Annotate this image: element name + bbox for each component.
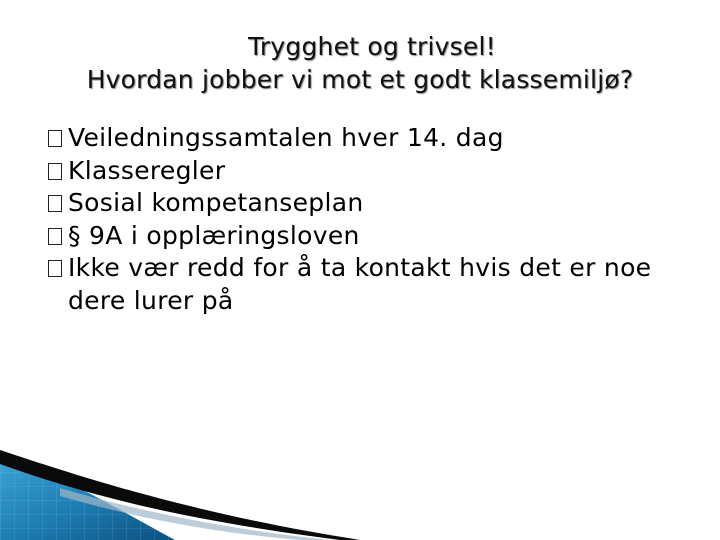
title-line-1: Trygghet og trivsel! [248, 32, 496, 61]
bullet-text: § 9A i opplæringsloven [68, 220, 360, 250]
bullet-text: Veiledningssamtalen hver 14. dag [68, 123, 504, 152]
bullet-text: Klasseregler [68, 155, 226, 185]
bullet-text: Sosial kompetanseplan [68, 188, 364, 217]
checkbox-bullet-icon [48, 260, 62, 277]
title-line-2: Hvordan jobber vi mot et godt klassemiljø? [86, 65, 634, 94]
bullet-item [48, 252, 688, 317]
bullet-item [48, 155, 688, 188]
bullet-item [48, 187, 688, 220]
checkbox-bullet-icon [48, 228, 62, 245]
checkbox-bullet-icon [48, 163, 62, 180]
bullet-item [48, 122, 688, 155]
bullet-item [48, 220, 688, 253]
checkbox-bullet-icon [48, 130, 62, 147]
slide-title [0, 30, 720, 96]
bullet-text: Ikke vær redd for å ta kontakt hvis det er noe dere lurer på [68, 253, 652, 315]
decorative-corner-wave [0, 430, 360, 540]
bullet-list [48, 122, 688, 317]
checkbox-bullet-icon [48, 195, 62, 212]
